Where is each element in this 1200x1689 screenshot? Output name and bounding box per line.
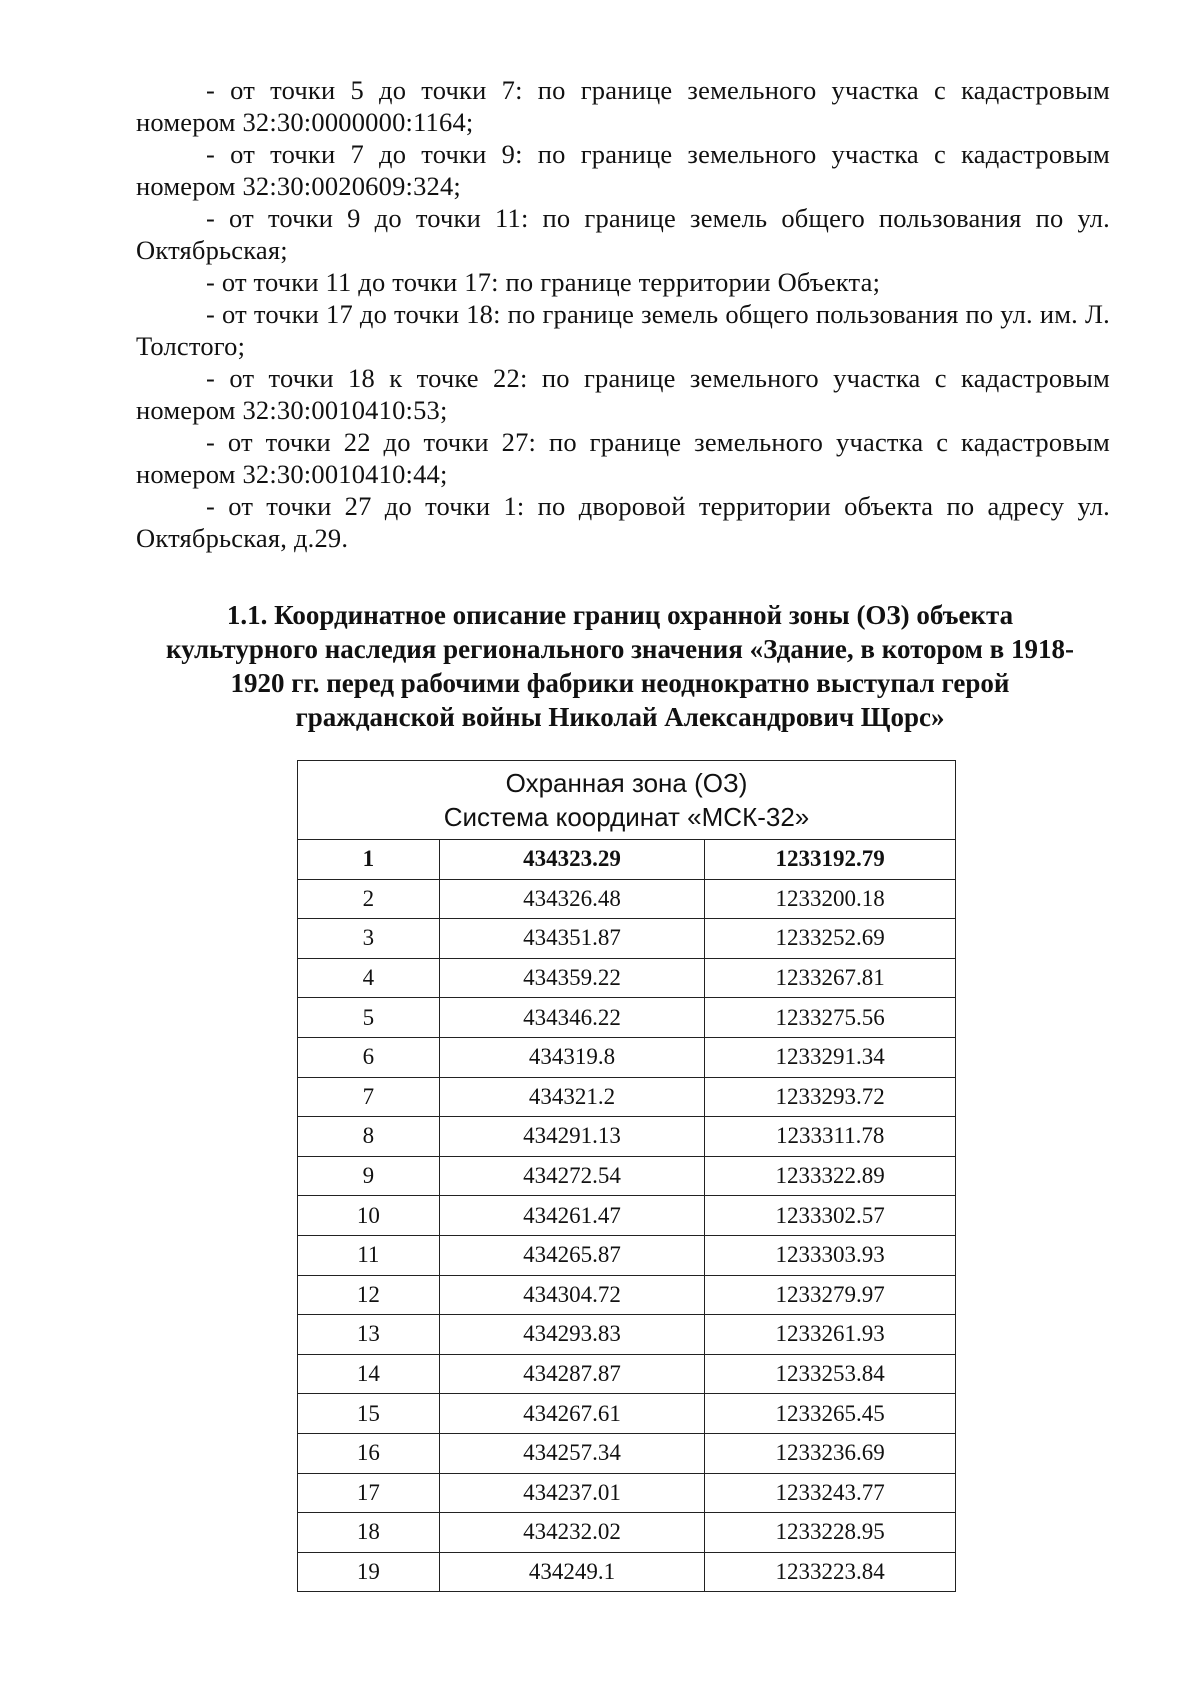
y-coordinate-cell: 1233192.79 xyxy=(705,840,956,880)
y-coordinate-cell: 1233279.97 xyxy=(705,1275,956,1315)
point-number-cell: 8 xyxy=(298,1117,440,1157)
table-row xyxy=(298,958,956,998)
x-coordinate-cell: 434304.72 xyxy=(439,1275,705,1315)
x-coordinate-cell: 434323.29 xyxy=(439,840,705,880)
y-coordinate-cell: 1233200.18 xyxy=(705,879,956,919)
y-coordinate-cell: 1233252.69 xyxy=(705,919,956,959)
paragraph: - от точки 27 до точки 1: по дворовой территории объекта по адресу ул. Октябрьская, д.29. xyxy=(136,491,1110,553)
heading-line: гражданской войны Николай Александрович Щорс» xyxy=(295,702,945,732)
point-number-cell: 14 xyxy=(298,1354,440,1394)
point-number-cell: 19 xyxy=(298,1552,440,1592)
paragraph: - от точки 18 к точке 22: по границе земельного участка с кадастровым номером 32:30:0010410:53; xyxy=(136,363,1110,425)
table-row xyxy=(298,1196,956,1236)
point-number-cell: 18 xyxy=(298,1513,440,1553)
table-row xyxy=(298,1275,956,1315)
table-row xyxy=(298,1552,956,1592)
table-row xyxy=(298,1235,956,1275)
point-number-cell: 4 xyxy=(298,958,440,998)
table-row xyxy=(298,1394,956,1434)
point-number-cell: 16 xyxy=(298,1433,440,1473)
table-row xyxy=(298,998,956,1038)
y-coordinate-cell: 1233275.56 xyxy=(705,998,956,1038)
table-row xyxy=(298,1117,956,1157)
point-number-cell: 11 xyxy=(298,1235,440,1275)
coordinate-system: Система координат «МСК-32» xyxy=(443,802,810,832)
x-coordinate-cell: 434319.8 xyxy=(439,1037,705,1077)
y-coordinate-cell: 1233261.93 xyxy=(705,1315,956,1355)
point-number-cell: 12 xyxy=(298,1275,440,1315)
point-number-cell: 7 xyxy=(298,1077,440,1117)
x-coordinate-cell: 434265.87 xyxy=(439,1235,705,1275)
x-coordinate-cell: 434287.87 xyxy=(439,1354,705,1394)
table-row xyxy=(298,1433,956,1473)
point-number-cell: 10 xyxy=(298,1196,440,1236)
table-row xyxy=(298,919,956,959)
x-coordinate-cell: 434293.83 xyxy=(439,1315,705,1355)
x-coordinate-cell: 434321.2 xyxy=(439,1077,705,1117)
x-coordinate-cell: 434326.48 xyxy=(439,879,705,919)
point-number-cell: 9 xyxy=(298,1156,440,1196)
paragraph: - от точки 9 до точки 11: по границе земель общего пользования по ул. Октябрьская; xyxy=(136,203,1110,265)
table-row xyxy=(298,1513,956,1553)
table-row xyxy=(298,1315,956,1355)
coordinates-table xyxy=(297,760,956,1592)
x-coordinate-cell: 434351.87 xyxy=(439,919,705,959)
table-header xyxy=(298,761,956,840)
point-number-cell: 5 xyxy=(298,998,440,1038)
heading-line: 1920 гг. перед рабочими фабрики неоднократно выступал герой xyxy=(230,668,1010,698)
paragraph: - от точки 7 до точки 9: по границе земельного участка с кадастровым номером 32:30:0020609:324; xyxy=(136,139,1110,201)
y-coordinate-cell: 1233228.95 xyxy=(705,1513,956,1553)
point-number-cell: 1 xyxy=(298,840,440,880)
heading-line: культурного наследия регионального значения «Здание, в котором в 1918- xyxy=(166,634,1074,664)
point-number-cell: 17 xyxy=(298,1473,440,1513)
table-row xyxy=(298,840,956,880)
x-coordinate-cell: 434359.22 xyxy=(439,958,705,998)
x-coordinate-cell: 434257.34 xyxy=(439,1433,705,1473)
y-coordinate-cell: 1233243.77 xyxy=(705,1473,956,1513)
paragraph: - от точки 22 до точки 27: по границе земельного участка с кадастровым номером 32:30:0010410:44; xyxy=(136,427,1110,489)
point-number-cell: 6 xyxy=(298,1037,440,1077)
table-row xyxy=(298,1037,956,1077)
y-coordinate-cell: 1233302.57 xyxy=(705,1196,956,1236)
x-coordinate-cell: 434261.47 xyxy=(439,1196,705,1236)
point-number-cell: 2 xyxy=(298,879,440,919)
point-number-cell: 3 xyxy=(298,919,440,959)
x-coordinate-cell: 434267.61 xyxy=(439,1394,705,1434)
point-number-cell: 15 xyxy=(298,1394,440,1434)
y-coordinate-cell: 1233322.89 xyxy=(705,1156,956,1196)
zone-title: Охранная зона (ОЗ) xyxy=(505,768,748,798)
y-coordinate-cell: 1233267.81 xyxy=(705,958,956,998)
y-coordinate-cell: 1233291.34 xyxy=(705,1037,956,1077)
boundary-description xyxy=(136,74,1110,554)
table-row xyxy=(298,1156,956,1196)
x-coordinate-cell: 434346.22 xyxy=(439,998,705,1038)
x-coordinate-cell: 434249.1 xyxy=(439,1552,705,1592)
x-coordinate-cell: 434237.01 xyxy=(439,1473,705,1513)
y-coordinate-cell: 1233311.78 xyxy=(705,1117,956,1157)
table-row xyxy=(298,879,956,919)
paragraph: - от точки 5 до точки 7: по границе земельного участка с кадастровым номером 32:30:0000000:1164; xyxy=(136,75,1110,137)
point-number-cell: 13 xyxy=(298,1315,440,1355)
y-coordinate-cell: 1233236.69 xyxy=(705,1433,956,1473)
y-coordinate-cell: 1233303.93 xyxy=(705,1235,956,1275)
heading-line: 1.1. Координатное описание границ охранной зоны (ОЗ) объекта xyxy=(226,600,1014,630)
table-row xyxy=(298,1473,956,1513)
table-row xyxy=(298,1077,956,1117)
x-coordinate-cell: 434291.13 xyxy=(439,1117,705,1157)
table-row xyxy=(298,1354,956,1394)
y-coordinate-cell: 1233293.72 xyxy=(705,1077,956,1117)
x-coordinate-cell: 434272.54 xyxy=(439,1156,705,1196)
paragraph: - от точки 11 до точки 17: по границе территории Объекта; xyxy=(206,267,881,297)
paragraph: - от точки 17 до точки 18: по границе земель общего пользования по ул. им. Л. Толстого; xyxy=(136,299,1110,361)
table-header-row xyxy=(298,761,956,840)
y-coordinate-cell: 1233223.84 xyxy=(705,1552,956,1592)
x-coordinate-cell: 434232.02 xyxy=(439,1513,705,1553)
section-heading xyxy=(130,598,1110,734)
y-coordinate-cell: 1233265.45 xyxy=(705,1394,956,1434)
y-coordinate-cell: 1233253.84 xyxy=(705,1354,956,1394)
table-body xyxy=(298,840,956,1592)
